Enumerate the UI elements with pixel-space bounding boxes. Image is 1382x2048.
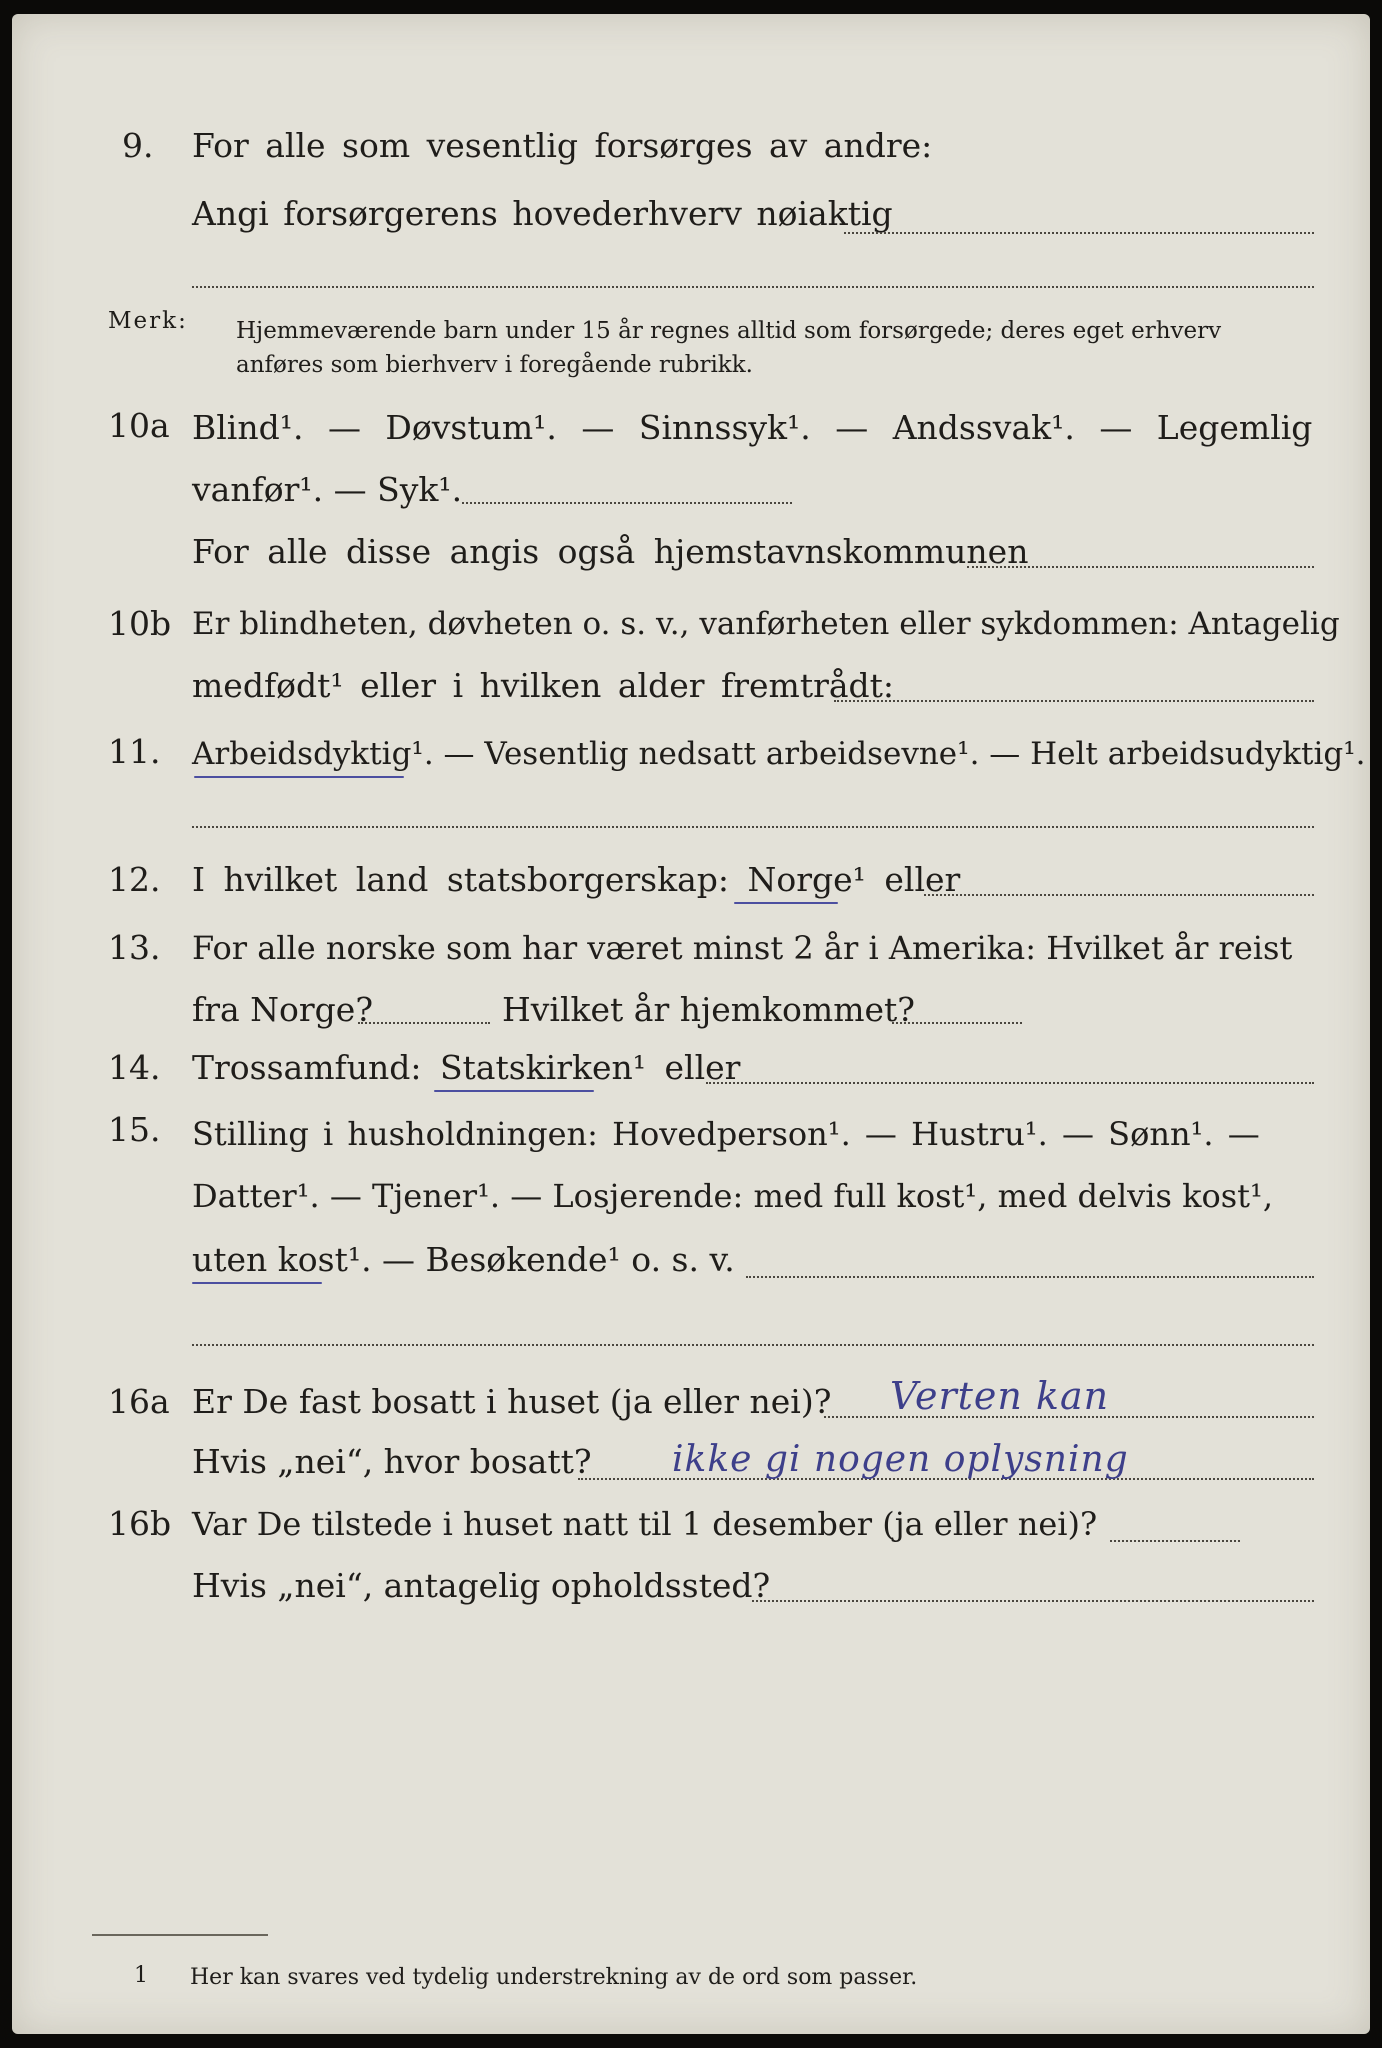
q11-line1: Arbeidsdyktig¹. — Vesentlig nedsatt arbeidsevne¹. — Helt arbeidsudyktig¹. (192, 736, 1366, 772)
merk-line1: Hjemmeværende barn under 15 år regnes alltid som forsørgede; deres eget erhverv (236, 318, 1222, 344)
q16a-handwritten-answer: Verten kan (890, 1374, 1110, 1418)
q11-number: 11. (108, 732, 161, 771)
q16b-number: 16b (108, 1504, 172, 1543)
q9-line1: For alle som vesentlig forsørges av andre: (192, 126, 933, 165)
q14-number: 14. (108, 1048, 161, 1087)
q10b-line2: medfødt¹ eller i hvilken alder fremtrådt: (192, 666, 895, 705)
q16a-handwritten-bosatt: ikke gi nogen oplysning (672, 1439, 1129, 1480)
q13-line1: For alle norske som har været minst 2 år i Amerika: Hvilket år reist (192, 929, 1293, 967)
q16b-line2: Hvis „nei“, antagelig opholdssted? (192, 1566, 771, 1605)
census-form-page (12, 14, 1370, 2034)
merk-line2: anføres som bierhverv i foregående rubrikk. (236, 352, 753, 378)
q13-hjemkommet-line[interactable] (892, 1022, 1022, 1024)
q10b-answer-line[interactable] (834, 700, 1314, 702)
q13-line2a: fra Norge? (192, 990, 374, 1029)
q15-line2: Datter¹. — Tjener¹. — Losjerende: med full kost¹, med delvis kost¹, (192, 1177, 1274, 1215)
q11-extra-line[interactable] (192, 826, 1314, 828)
q10a-line1: Blind¹. — Døvstum¹. — Sinnssyk¹. — Andssvak¹. — Legemlig (192, 408, 1313, 447)
q13-reist-line[interactable] (358, 1022, 490, 1024)
q16a-line1: Er De fast bosatt i huset (ja eller nei)? (192, 1382, 832, 1421)
footnote-mark: 1 (134, 1963, 148, 1988)
footnote-text: Her kan svares ved tydelig understrekning av de ord som passer. (190, 1965, 918, 1990)
q10a-hjemstavn-line[interactable] (967, 566, 1314, 568)
q15-answer-line[interactable] (746, 1276, 1314, 1278)
q9-answer-line[interactable] (844, 232, 1314, 234)
q9-line2: Angi forsørgerens hovederhverv nøiaktig (192, 194, 893, 233)
q16a-number: 16a (108, 1382, 170, 1421)
q15-number: 15. (108, 1110, 161, 1149)
q10b-line1: Er blindheten, døvheten o. s. v., vanførheten eller sykdommen: Antagelig (192, 606, 1340, 642)
q9-number: 9. (122, 126, 154, 165)
q10a-line2: vanfør¹. — Syk¹. (192, 470, 463, 509)
q14-line1: Trossamfund: Statskirken¹ eller (192, 1048, 741, 1087)
q10b-number: 10b (108, 604, 172, 643)
q15-line1: Stilling i husholdningen: Hovedperson¹. — Hustru¹. — Sønn¹. — (192, 1115, 1260, 1153)
q12-answer-line[interactable] (924, 894, 1314, 896)
q9-answer-line-2[interactable] (192, 286, 1314, 288)
q13-line2b: Hvilket år hjemkommet? (502, 990, 915, 1029)
q13-number: 13. (108, 928, 161, 967)
q15-line3: uten kost¹. — Besøkende¹ o. s. v. (192, 1240, 735, 1279)
merk-label: Merk: (108, 308, 188, 334)
q14-answer-line[interactable] (706, 1082, 1314, 1084)
q11-answer-underline (194, 776, 404, 778)
q10a-answer-line[interactable] (462, 502, 792, 504)
q15-extra-line[interactable] (192, 1344, 1314, 1346)
q12-line1: I hvilket land statsborgerskap: Norge¹ eller (192, 860, 961, 899)
q10a-number: 10a (108, 406, 170, 445)
q12-answer-underline (734, 902, 838, 904)
q16b-answer-line[interactable] (1110, 1540, 1240, 1542)
q10a-line3: For alle disse angis også hjemstavnskommunen (192, 532, 1029, 571)
q14-answer-underline (434, 1090, 594, 1092)
footnote-rule (92, 1934, 268, 1936)
q16b-opholdssted-line[interactable] (752, 1600, 1314, 1602)
q15-answer-underline (192, 1282, 322, 1284)
q16b-line1: Var De tilstede i huset natt til 1 desember (ja eller nei)? (192, 1505, 1098, 1543)
q12-number: 12. (108, 860, 161, 899)
q16a-line2: Hvis „nei“, hvor bosatt? (192, 1442, 592, 1481)
